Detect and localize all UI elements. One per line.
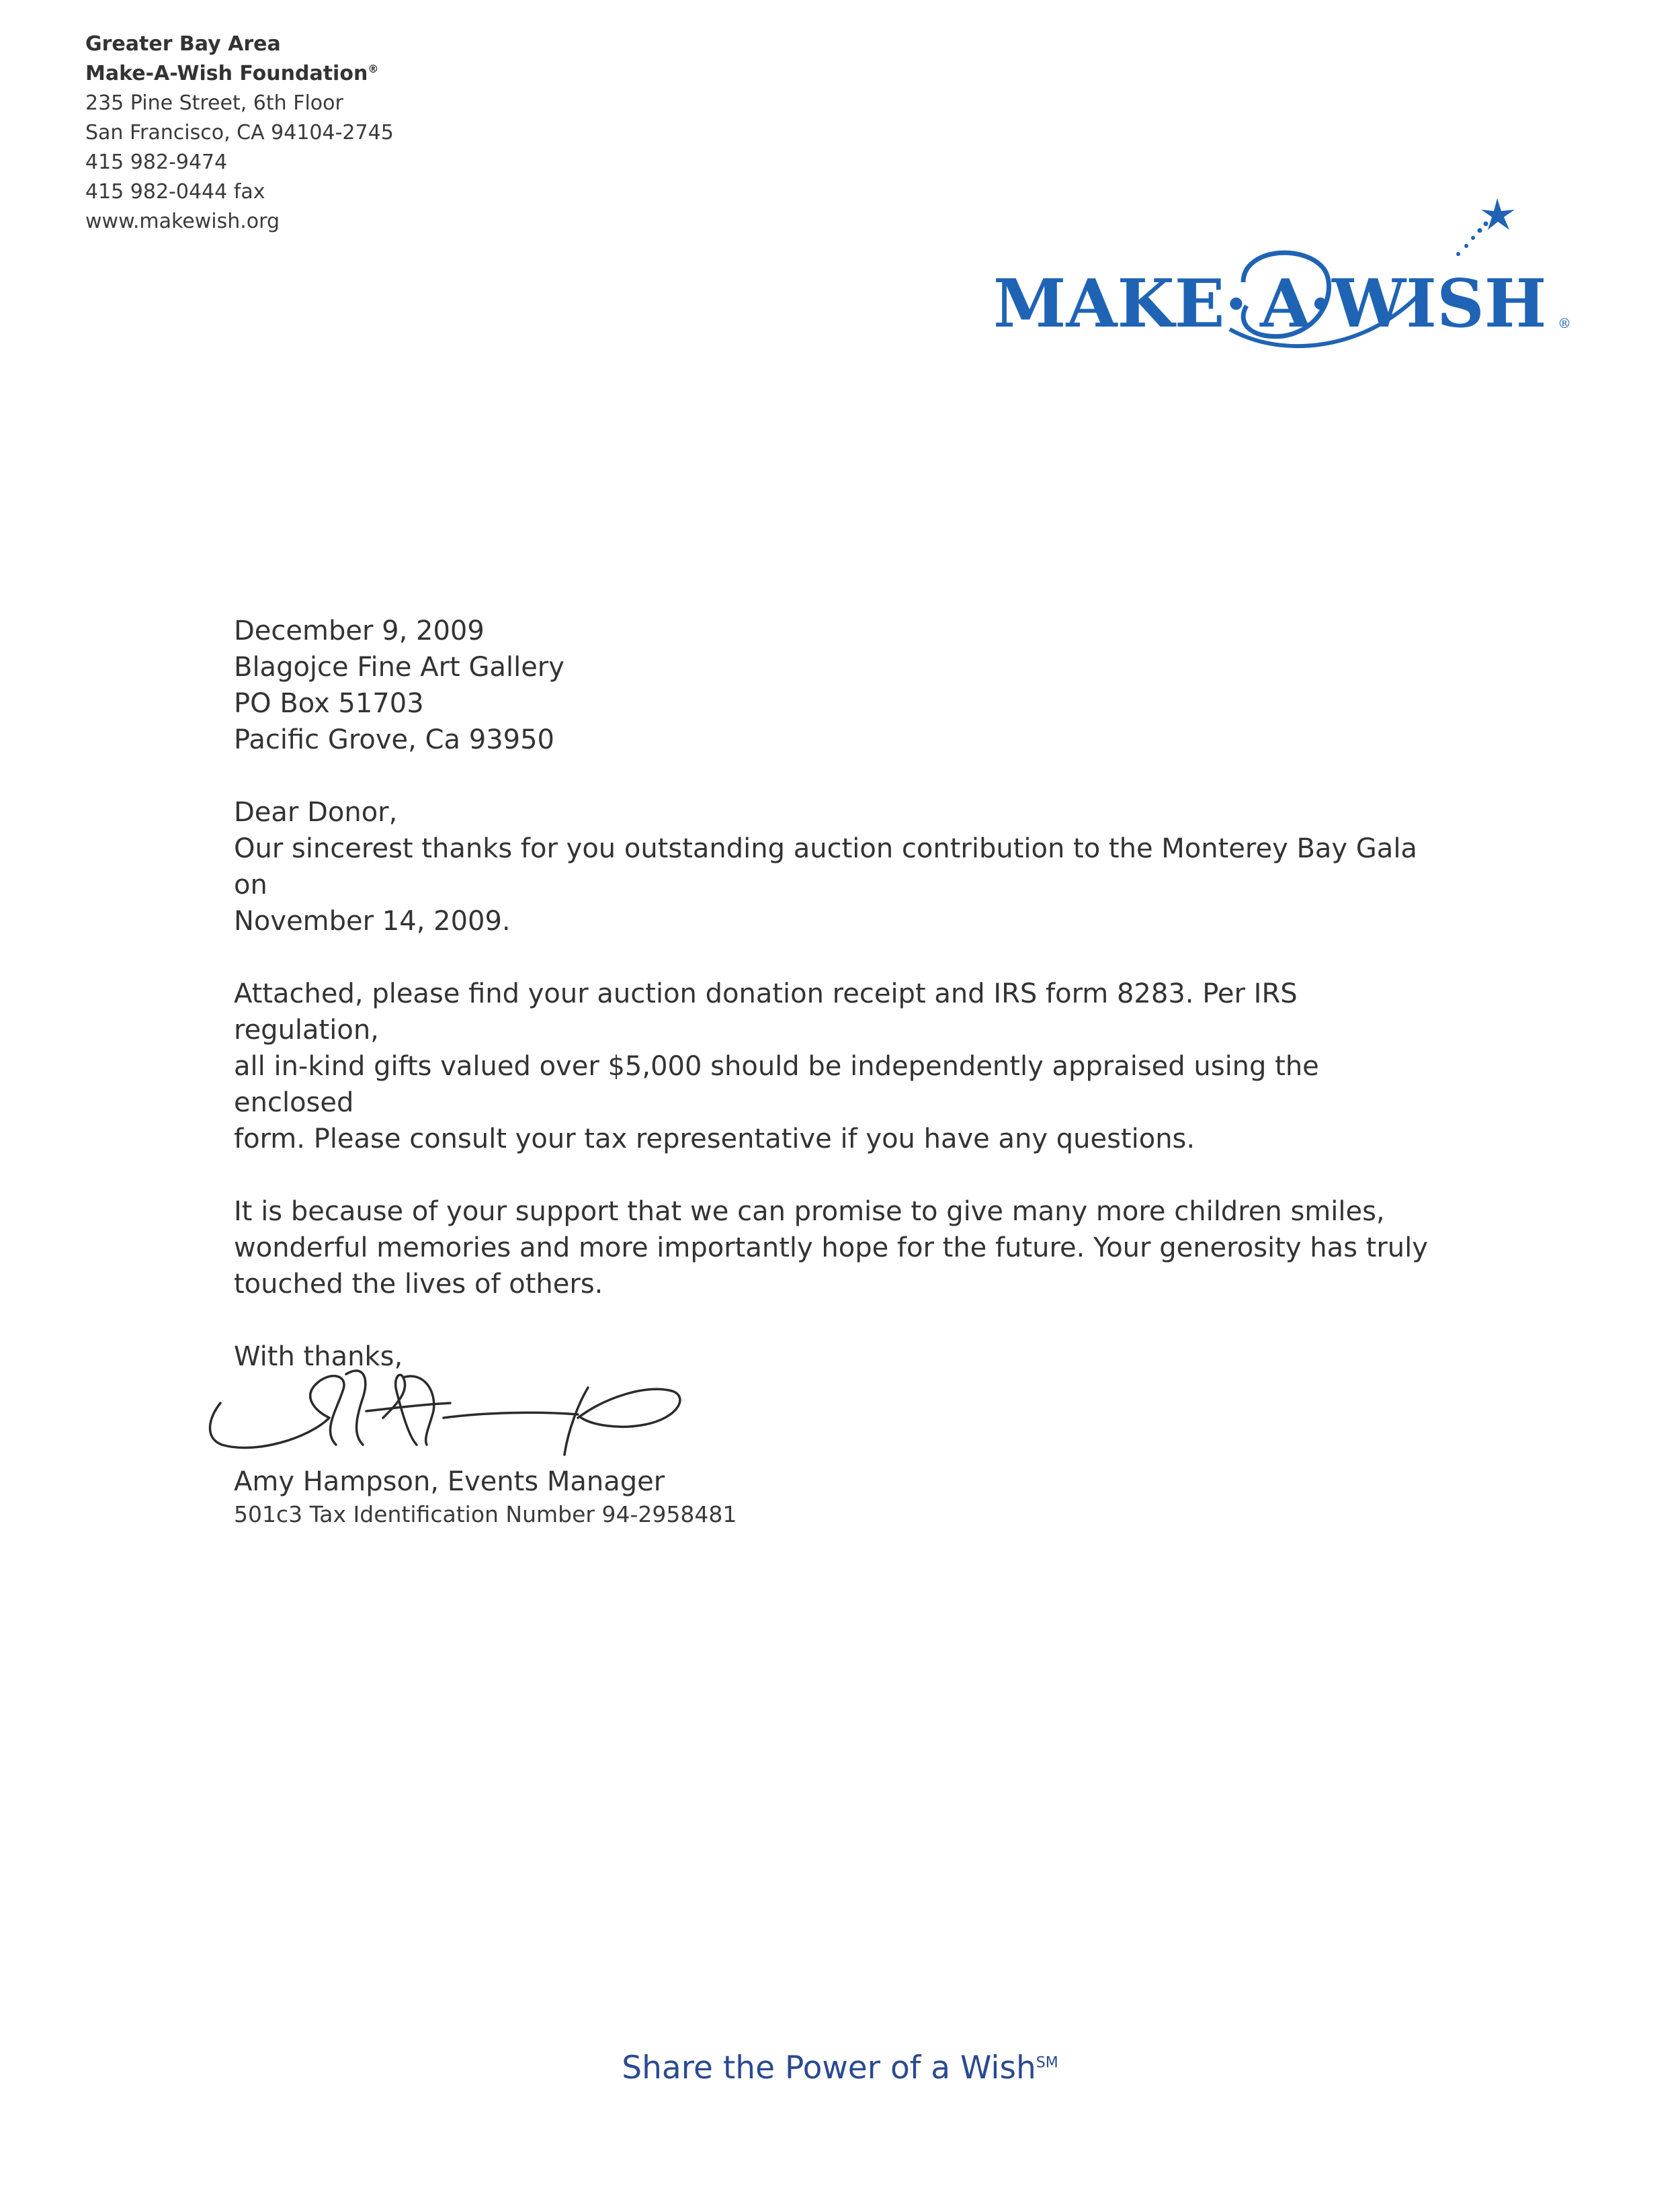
website: www.makewish.org (85, 210, 280, 233)
paragraph-line: It is because of your support that we can promise to give many more children smiles, (234, 1196, 1385, 1227)
make-a-wish-logo (988, 195, 1579, 370)
logo-registered-mark: ® (1558, 315, 1571, 331)
salutation: Dear Donor, (234, 797, 398, 828)
logo-text-wish: ·WISH (1309, 265, 1547, 343)
logo-text-make: MAKE· (993, 265, 1248, 343)
fax-number: 415 982-0444 fax (85, 180, 265, 204)
paragraph-line: Our sincerest thanks for you outstanding auction contribution to the Monterey Bay Gala on (234, 833, 1417, 900)
paragraph-line: wonderful memories and more importantly hope for the future. Your generosity has truly (234, 1232, 1428, 1263)
paragraph-attachment (234, 976, 1443, 1157)
paragraph-line: November 14, 2009. (234, 906, 511, 937)
phone-number: 415 982-9474 (85, 151, 228, 174)
logo-graphic (988, 195, 1579, 370)
letterhead (85, 30, 394, 237)
paragraph-line: form. Please consult your tax representative if you have any questions. (234, 1124, 1195, 1154)
signatory-name-title: Amy Hampson, Events Manager (234, 1466, 665, 1497)
paragraph-line: Attached, please find your auction donation receipt and IRS form 8283. Per IRS regulation, (234, 978, 1298, 1046)
service-mark: SM (1036, 2054, 1058, 2072)
signature-graphic (202, 1351, 685, 1465)
city-state-zip: San Francisco, CA 94104-2745 (85, 121, 394, 144)
registered-mark: ® (368, 62, 379, 75)
paragraph-line: touched the lives of others. (234, 1269, 603, 1300)
paragraph-thanks (234, 831, 1443, 939)
recipient-address (234, 649, 1443, 758)
street-address: 235 Pine Street, 6th Floor (85, 91, 343, 115)
recipient-po-box: PO Box 51703 (234, 688, 424, 719)
paragraph-line: all in-kind gifts valued over $5,000 should be independently appraised using the enclosed (234, 1051, 1319, 1118)
letter-date: December 9, 2009 (234, 616, 485, 646)
tax-id-number: 501c3 Tax Identification Number 94-2958481 (234, 1501, 737, 1527)
logo-text-a: A (1260, 265, 1312, 343)
org-name-text: Make-A-Wish Foundation (85, 62, 368, 85)
recipient-name: Blagojce Fine Art Gallery (234, 652, 564, 683)
closing: With thanks, (234, 1341, 403, 1372)
recipient-city: Pacific Grove, Ca 93950 (234, 724, 554, 755)
star-trail-icon (1456, 222, 1488, 257)
paragraph-support (234, 1193, 1443, 1302)
org-name-line2 (85, 59, 394, 89)
tagline-text: Share the Power of a Wish (622, 2049, 1036, 2086)
footer-tagline (0, 2049, 1680, 2086)
org-name-line1: Greater Bay Area (85, 32, 281, 56)
letter-body (234, 613, 1443, 1375)
handwritten-signature (202, 1351, 685, 1465)
